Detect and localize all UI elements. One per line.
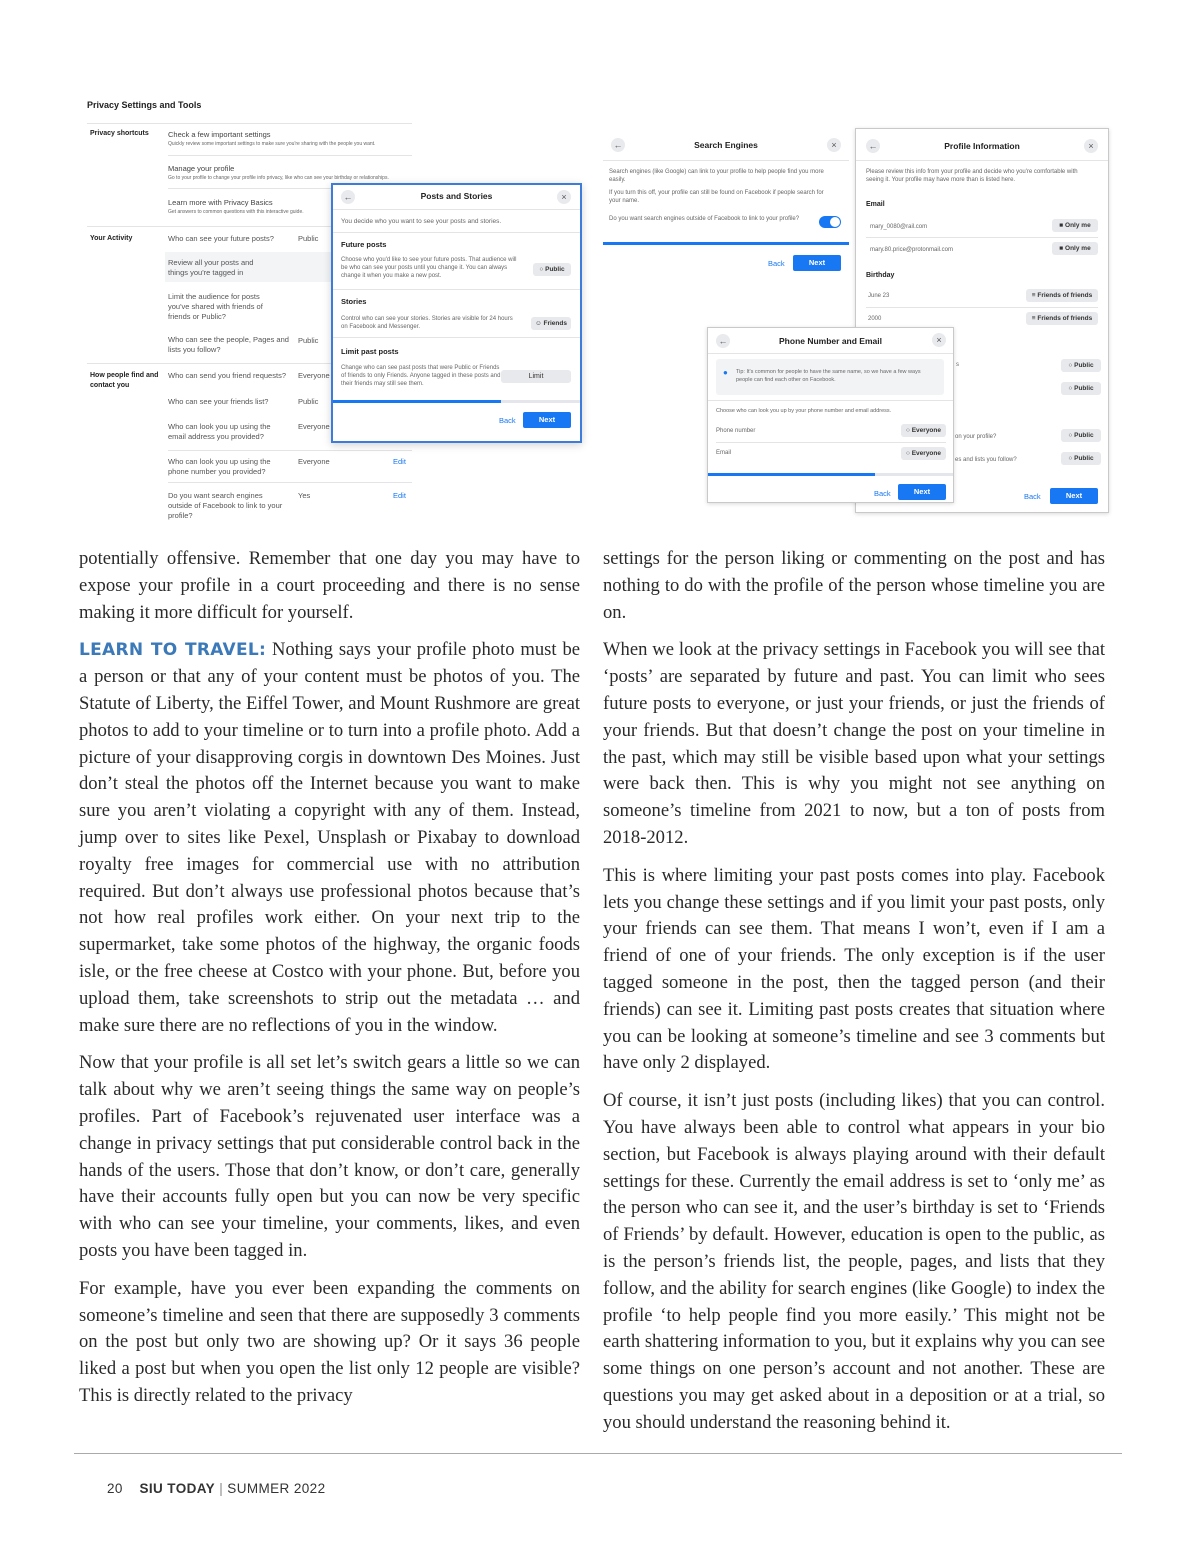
setting-follow-list-value[interactable]: Public: [298, 336, 319, 345]
posts-stories-modal: [331, 183, 582, 443]
globe-icon: ○: [1068, 385, 1075, 392]
setting-lookup-phone-value: Everyone: [298, 457, 330, 466]
close-icon[interactable]: ×: [827, 138, 841, 152]
back-arrow-icon[interactable]: ←: [866, 139, 880, 153]
left-paragraph-1: potentially offensive. Remember that one day you may have to expose your profile in a court proceeding and there is no sense making it more difficult for yourself.: [79, 548, 580, 623]
email-2: mary.80.price@protonmail.com: [870, 247, 954, 253]
profile-back-button[interactable]: Back: [1024, 492, 1041, 501]
section-find-contact: How people find and contact you: [90, 372, 159, 389]
footer-separator: |: [219, 1481, 224, 1496]
setting-lookup-phone: Who can look you up using the phone number you provided?: [168, 457, 271, 476]
search-modal-text2: If you turn this off, your profile can still be found on Facebook if people search for your name.: [609, 190, 824, 204]
setting-future-posts: Who can see your future posts?: [168, 234, 274, 243]
stories-heading: Stories: [341, 297, 367, 306]
birthday-day: June 23: [868, 293, 890, 299]
privacy-settings-title: Privacy Settings and Tools: [87, 100, 202, 110]
limit-past-heading: Limit past posts: [341, 347, 399, 356]
search-modal-progress-bar: [603, 242, 849, 245]
search-modal-question: Do you want search engines outside of Facebook to link to your profile?: [609, 216, 800, 222]
back-arrow-icon[interactable]: ←: [341, 190, 355, 204]
email-2-audience-button[interactable]: ■ Only me: [1052, 242, 1098, 255]
globe-icon: ○: [905, 427, 912, 434]
setting-search-engines-value: Yes: [298, 491, 311, 500]
phone-next-button[interactable]: Next: [898, 484, 946, 500]
phone-email-modal: [707, 327, 954, 503]
lock-icon: ■: [1059, 245, 1066, 252]
profile-next-button[interactable]: Next: [1050, 488, 1098, 504]
profile-row-q2: es and lists you follow?: [955, 457, 1017, 463]
setting-limit-audience[interactable]: Limit the audience for posts you've shared with friends of friends or Public?: [168, 292, 263, 321]
email-1: mary_0080@rail.com: [870, 224, 928, 230]
partial-label: s: [956, 362, 959, 368]
globe-icon: ○: [905, 450, 912, 457]
globe-icon: ○: [1068, 432, 1075, 439]
public-button-3[interactable]: ○ Public: [1061, 429, 1101, 442]
back-arrow-icon[interactable]: ←: [716, 334, 730, 348]
phone-modal-choose: Choose who can look you up by your phone number and email address.: [716, 408, 892, 414]
edit-phone-lookup-link[interactable]: Edit: [393, 457, 406, 466]
shortcut-check-settings[interactable]: Check a few important settings: [168, 130, 271, 139]
shortcut-check-settings-desc: Quickly review some important settings to make sure you're sharing with the people you want.: [168, 141, 376, 147]
shortcut-privacy-basics-desc: Get answers to common questions with this interactive guide.: [168, 209, 304, 215]
footer-divider: [74, 1453, 1122, 1454]
right-paragraph-1: settings for the person liking or commenting on the post and has nothing to do with the profile of the person whose timeline you are on.: [603, 548, 1105, 623]
article-right-column: [603, 546, 1105, 1448]
search-modal-text1: Search engines (like Google) can link to your profile to help people find you more easily.: [609, 169, 824, 183]
profile-modal-intro: Please review this info from your profile and decide who you're comfortable with seeing it. Your profile may have more than is listed here.: [866, 169, 1078, 183]
future-posts-audience-button[interactable]: ○ Public: [533, 263, 571, 276]
article-left-column: [79, 546, 580, 1421]
right-paragraph-2: When we look at the privacy settings in Facebook you will see that ‘posts’ are separated by future and past. You can limit who sees future posts to everyone, or just your friends, or just the friends of your friends. But that doesn’t change the post on your timeline in the past, which may still be visible based upon what your settings were back then. This is why you might not see anything on someone’s timeline from 2021 to now, but a ton of posts from 2018-2012.: [603, 639, 1105, 848]
left-paragraph-4: For example, have you ever been expanding the comments on someone’s timeline and seen that there are supposedly 3 comments on the post but only two are showing up? Or it says 36 people liked a post but when you open the list only 12 people are visible? This is directly related to the privacy: [79, 1277, 580, 1406]
profile-modal-title: Profile Information: [944, 141, 1020, 151]
right-paragraph-4: Of course, it isn’t just posts (including likes) that you can control. You have always been able to control what appears in your bio section, but Facebook is always playing around with their default settings for these. Currently the email address is set to ‘only me’ as the person who can see it, and the user’s birthday is set to ‘Friends of Friends’ by default. However, education is open to the public, as is the person’s friends list, the people, pages, and lists that they follow, and the ability for search engines (like Google) to index the profile ‘to help people find you more easily.’ This might not be earth shattering information to you, but it explains why you can see some things on one person’s account and not another. These are questions you may get asked about in a deposition or at a trial, so you should understand the reasoning behind it.: [603, 1090, 1105, 1433]
phone-modal-title: Phone Number and Email: [779, 336, 882, 346]
stories-text: Control who can see your stories. Stories are visible for 24 hours on Facebook and Messenger.: [341, 316, 513, 330]
friends-icon: ☺: [535, 320, 544, 327]
close-icon[interactable]: ×: [932, 333, 946, 347]
phone-back-button[interactable]: Back: [874, 489, 891, 498]
edit-search-engines-link[interactable]: Edit: [393, 491, 406, 500]
issue-name: SUMMER 2022: [227, 1481, 326, 1496]
phone-number-audience-button[interactable]: ○ Everyone: [901, 424, 946, 437]
limit-past-text: Change who can see past posts that were Public or Friends of friends to only Friends. Anyone tagged in these posts and their friends may still see them.: [341, 365, 501, 387]
setting-lookup-email: Who can look you up using the email address you provided?: [168, 422, 271, 441]
search-back-button[interactable]: Back: [768, 259, 785, 268]
future-posts-heading: Future posts: [341, 240, 387, 249]
section-your-activity: Your Activity: [90, 235, 133, 242]
search-modal-title: Search Engines: [694, 140, 758, 150]
globe-icon: ○: [1068, 455, 1075, 462]
posts-next-button[interactable]: Next: [523, 412, 571, 428]
lead-learn-to-travel: LEARN TO TRAVEL:: [79, 640, 267, 661]
friends-icon: ≡: [1031, 292, 1038, 299]
shortcut-privacy-basics[interactable]: Learn more with Privacy Basics: [168, 198, 273, 207]
left-paragraph-3: Now that your profile is all set let’s switch gears a little so we can talk about why we aren’t seeing things the same way on people’s profiles. Part of Facebook’s rejuvenated user interface was a change in privacy settings that put considerable control back in the hands of the users. Those that don’t know, or don’t care, generally have their accounts fully open but you can now be very specific with who can see your timeline, your comments, likes, and even posts you have been tagged in.: [79, 1052, 580, 1261]
page-footer: [107, 1481, 325, 1496]
posts-back-button[interactable]: Back: [499, 416, 516, 425]
phone-number-label: Phone number: [716, 428, 756, 434]
phone-modal-progress-bar: [708, 473, 875, 476]
page-number: 20: [107, 1481, 123, 1496]
birthday-year: 2000: [868, 316, 882, 322]
globe-icon: ○: [1068, 362, 1075, 369]
setting-friend-requests: Who can send you friend requests?: [168, 371, 286, 380]
email-lookup-audience-button[interactable]: ○ Everyone: [901, 447, 946, 460]
left-paragraph-2: LEARN TO TRAVEL: Nothing says your profile photo must be a person or that any of your content must be photos of you. The Statute of Liberty, the Eiffel Tower, and Mount Rushmore are great photos to add to your timeline or to turn into a profile photo. Add a picture of your disapproving corgis in downtown Des Moines. Just don’t steal the photos off the Internet because you want to make sure you aren’t violating a copyright with any of them. Instead, jump over to sites like Pexel, Unsplash or Pixabay to download royalty free images for commercial use with no attribution required. But don’t always use professional photos because that’s not how real profiles work either. On your next trip to the supermarket, take some photos of the highway, the organic foods isle, or the free cheese at Costco with your phone. But, before you upload them, take screenshots to strip out the metadata … and make sure there are no reflections of you in the window.: [79, 639, 580, 1036]
globe-icon: ○: [539, 266, 546, 273]
right-paragraph-3: This is where limiting your past posts comes into play. Facebook lets you change these settings and if you limit your past posts, only your friends can see them. That means I won’t, even if I am a friend of one of your friends. The only exception is if the user tagged someone in the post, then the tagged person (and their friends) can see it. Limiting past posts creates that situation where you can be looking at someone’s timeline and see 3 comments but have only 2 displayed.: [603, 864, 1105, 1074]
shortcut-manage-profile[interactable]: Manage your profile: [168, 164, 235, 173]
lightbulb-icon: ●: [723, 368, 728, 377]
setting-search-engines: Do you want search engines outside of Facebook to link to your profile?: [168, 491, 283, 520]
search-engines-toggle[interactable]: [819, 216, 841, 228]
limit-button[interactable]: Limit: [501, 370, 571, 383]
close-icon[interactable]: ×: [1084, 139, 1098, 153]
public-button-2[interactable]: ○ Public: [1061, 382, 1101, 395]
email-heading: Email: [866, 201, 885, 208]
birthday-day-audience-button[interactable]: ≡ Friends of friends: [1026, 289, 1098, 302]
stories-audience-button[interactable]: ☺ Friends: [531, 317, 571, 330]
posts-modal-progress-bar: [333, 400, 501, 403]
birthday-heading: Birthday: [866, 272, 895, 279]
email-1-audience-button[interactable]: ■ Only me: [1052, 219, 1098, 232]
magazine-name: SIU TODAY: [139, 1481, 216, 1496]
posts-modal-intro: You decide who you want to see your posts and stories.: [341, 218, 502, 225]
close-icon[interactable]: ×: [557, 190, 571, 204]
setting-friends-list: Who can see your friends list?: [168, 397, 269, 406]
search-engines-modal: [603, 131, 849, 277]
setting-friends-list-value[interactable]: Public: [298, 397, 319, 406]
setting-review-posts[interactable]: Review all your posts and things you're tagged in: [168, 258, 254, 277]
shortcut-manage-profile-desc: Go to your profile to change your profile info privacy, like who can see your birthday or relationships.: [168, 175, 389, 181]
future-posts-text: Choose who you'd like to see your future posts. That audience will be who can see your posts until you change it. You can always change it when you make a new post.: [341, 257, 517, 279]
public-button-1[interactable]: ○ Public: [1061, 359, 1101, 372]
setting-follow-list: Who can see the people, Pages and lists you follow?: [168, 335, 289, 354]
lock-icon: ■: [1059, 222, 1066, 229]
profile-row-q1: on your profile?: [955, 434, 997, 440]
back-arrow-icon[interactable]: ←: [611, 138, 625, 152]
section-privacy-shortcuts: Privacy shortcuts: [90, 130, 149, 137]
email-lookup-label: Email: [716, 450, 732, 456]
public-button-4[interactable]: ○ Public: [1061, 452, 1101, 465]
birthday-year-audience-button[interactable]: ≡ Friends of friends: [1026, 312, 1098, 325]
setting-lookup-email-value[interactable]: Everyone: [298, 422, 330, 431]
setting-friend-requests-value[interactable]: Everyone: [298, 371, 330, 380]
friends-icon: ≡: [1031, 315, 1038, 322]
setting-future-posts-value[interactable]: Public: [298, 234, 319, 243]
phone-modal-tip: Tip: It's common for people to have the same name, so we have a few ways people can find each other on Facebook.: [736, 369, 921, 383]
search-next-button[interactable]: Next: [793, 255, 841, 271]
posts-modal-title: Posts and Stories: [420, 191, 493, 201]
